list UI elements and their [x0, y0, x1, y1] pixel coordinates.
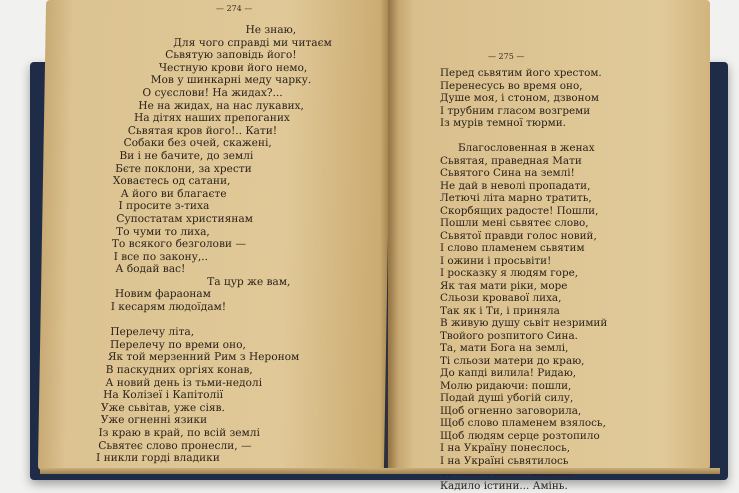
text-line: І слово пламенем сьвятим [440, 242, 585, 254]
page-number-right: — 275 — [488, 52, 525, 61]
text-line: О суєслови! На жидах?... [142, 86, 283, 99]
text-line: А його ви благаєте [120, 187, 227, 200]
text-line: Новим фараонам [114, 288, 212, 301]
text-line: Перелечу по времи оно, [109, 338, 247, 351]
text-line: І ожини і просьвіти! [440, 254, 552, 267]
text-line: Благословенная в женах [458, 142, 595, 154]
text-line: То всякого безголови — [111, 238, 247, 251]
text-line: Та цур же вам, [207, 275, 291, 288]
text-line: Для чого справді ми читаєм [173, 36, 332, 49]
text-line: Уже огненні язики [100, 414, 208, 427]
text-line: Не знаю, [245, 24, 297, 36]
text-line: Перелечу літа, [110, 326, 195, 339]
text-line [440, 130, 607, 143]
text-line: Із мурів темної тюрми. [440, 117, 566, 129]
text-line: А бодай вас! [115, 263, 186, 276]
text-line: Кадило істини... Амінь. [440, 479, 568, 492]
text-line: Бєте поклони, за хрести [115, 162, 252, 175]
page-edges [40, 468, 720, 474]
text-line: Сльози кровавої лиха, [440, 292, 562, 304]
text-line: А новий день із тьми-недолі [105, 376, 263, 389]
left-page-text [95, 24, 332, 465]
text-line: І кесарям людоїдам! [110, 301, 227, 314]
text-line: Честную крови його немо, [158, 61, 308, 74]
right-page-text [440, 67, 607, 492]
right-page [388, 0, 710, 492]
text-line: Сьвятая кров його!.. Кати! [127, 124, 278, 137]
text-line: І просите з-тиха [118, 200, 210, 213]
text-line: Перенесусь во время оно, [440, 79, 583, 92]
text-line: Твойого розпитого Сина. [440, 329, 578, 342]
text-line: Молю ридаючи: пошли, [440, 379, 572, 392]
text-line: Із краю в край, по всій землі [98, 427, 261, 439]
text-line: На дітях наших препоганих [133, 112, 291, 125]
text-line: Не на жидах, на нас лукавих, [138, 99, 305, 112]
text-line: Як тая мати ріки, море [440, 279, 568, 292]
text-line: Скорбящих радосте! Пошли, [440, 204, 599, 217]
text-line: І никли горді владики [95, 452, 220, 465]
text-line: В паскудних оргіях конав, [105, 364, 253, 377]
text-line: Супостатам християнам [116, 212, 254, 225]
text-line: Душе моя, і стоном, дзвоном [440, 92, 599, 104]
text-line: Сьвятого Сина на землі! [440, 167, 575, 179]
text-line: Уже сьвітав, уже сіяв. [100, 401, 226, 414]
text-line: Ви і не бачите, до землі [119, 149, 254, 162]
text-line: І трубним гласом возгреми [440, 104, 591, 117]
text-line: Сьвятая, праведная Мати [440, 154, 582, 167]
text-line: Щоб огненно заговорила, [440, 404, 582, 417]
text-line: І на Україні сьвятилось [440, 454, 569, 467]
text-line: Як той мерзенний Рим з Нероном [107, 351, 300, 364]
text-line: Ховаєтесь од сатани, [112, 175, 231, 188]
text-line: Ті сльози матери до краю, [440, 354, 585, 367]
text-line: І все по закону,.. [113, 250, 209, 263]
text-line: Та, мати Бога на землі, [440, 342, 569, 354]
text-line: Подай душі убогій силу, [440, 392, 574, 404]
book-gutter [380, 0, 398, 470]
text-line: Щоб слово пламенем взялось, [440, 417, 606, 429]
text-line: Щоб людям серце розтопило [440, 429, 600, 442]
text-line: І на Україну понеслось, [440, 442, 571, 454]
left-page [38, 0, 392, 470]
text-line: До капді вилила! Ридаю, [440, 367, 577, 379]
text-line: Не дай в неволі пропадати, [440, 179, 591, 192]
text-line [110, 314, 327, 327]
text-line: Перед сьвятим його хрестом. [440, 67, 602, 79]
text-line: Так як і Ти, і приняла [440, 304, 560, 317]
text-line: Летючі літа марно тратить, [440, 192, 592, 204]
text-line: Сьвятої правди голос новий, [440, 229, 597, 242]
text-line: Сьвятеє слово пронесли, — [98, 439, 252, 452]
text-line: Мов у шинкарні меду чарку. [150, 74, 312, 87]
text-line: То чуми то лиха, [115, 225, 210, 238]
text-line: І росказку я людям горе, [440, 267, 579, 279]
text-line: Сьвятую заповідь його! [165, 49, 297, 62]
text-line: На Колізеї і Капітолії [103, 389, 224, 402]
page-number-left: — 274 — [215, 4, 253, 13]
text-line: Собаки без очей, скажені, [123, 137, 272, 150]
text-line: В живую душу сьвіт незримий [440, 317, 608, 329]
text-line: Пошли мені сьвятеє слово, [440, 217, 589, 229]
